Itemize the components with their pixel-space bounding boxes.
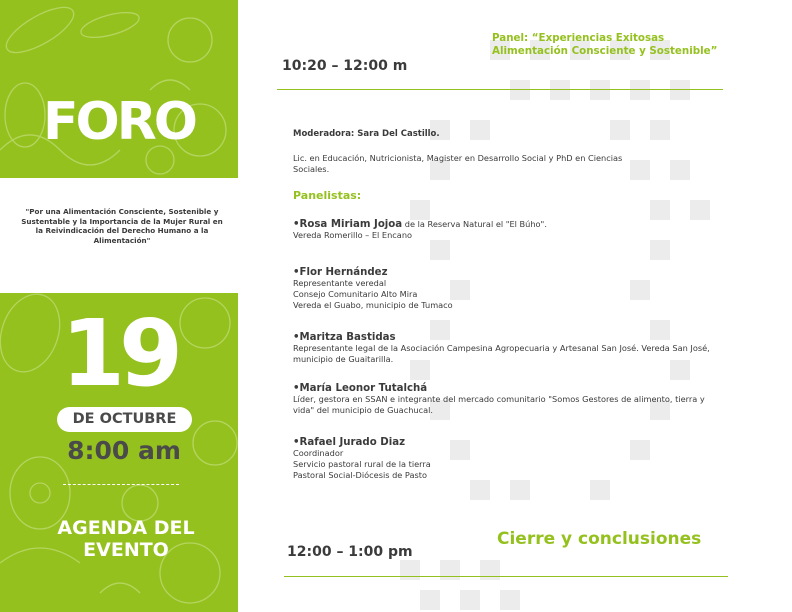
panelists-heading: Panelistas: <box>293 189 362 202</box>
event-month-badge: DE OCTUBRE <box>57 407 192 432</box>
top-green-panel <box>0 0 238 178</box>
forum-subtitle: "Por una Alimentación Consciente, Sostenible y Sustentable y la Importancia de la Mujer Rural en la Reivindicación del Derecho Humano a la Alimentación" <box>21 207 223 245</box>
panelist-affiliation: de la Reserva Natural el "El Búho". <box>402 219 547 229</box>
left-column <box>0 0 238 612</box>
panelist-details: Coordinador Servicio pastoral rural de la tierra Pastoral Social-Diócesis de Pasto <box>293 448 431 480</box>
panel-title: Panel: “Experiencias Exitosas Alimentación Consciente y Sostenible” <box>492 32 718 57</box>
panelist-details: Líder, gestora en SSAN e integrante del mercado comunitario "Somos Gestores de alimento, tierra y vida" del municipio de Guachucal. <box>293 394 705 415</box>
panelist-details: Representante legal de la Asociación Campesina Agropecuaria y Artesanal San José. Vereda San José, municipio de Guaitarilla. <box>293 343 710 364</box>
panelist-details: Vereda Romerillo – El Encano <box>293 230 413 240</box>
event-day: 19 <box>60 300 178 407</box>
agenda-heading <box>0 517 252 561</box>
closing-title: Cierre y conclusiones <box>497 529 702 549</box>
panelist-entry <box>293 383 713 416</box>
closing-time: 12:00 – 1:00 pm <box>287 544 413 560</box>
divider-line <box>277 89 723 90</box>
moderator-description: Lic. en Educación, Nutricionista, Magister en Desarrollo Social y PhD en Ciencias Sociales. <box>293 153 623 174</box>
panelist-entry <box>293 437 713 481</box>
divider-line <box>284 576 728 577</box>
panelist-entry <box>293 332 713 365</box>
forum-title: FORO <box>43 92 195 152</box>
agenda-heading-line1: AGENDA DEL <box>57 517 195 539</box>
panelist-name: •Rafael Jurado Diaz <box>293 437 406 448</box>
panel-time: 10:20 – 12:00 m <box>282 58 408 74</box>
event-time: 8:00 am <box>67 436 181 465</box>
panelist-name: •Flor Hernández <box>293 267 388 278</box>
panelist-name: •María Leonor Tutalchá <box>293 383 428 394</box>
panelist-entry <box>293 219 713 241</box>
panelist-details: Representante veredal Consejo Comunitario Alto Mira Vereda el Guabo, municipio de Tumaco <box>293 278 453 310</box>
panelist-entry <box>293 267 713 311</box>
panelist-name: •Maritza Bastidas <box>293 332 396 343</box>
agenda-heading-line2: EVENTO <box>83 539 169 561</box>
dotted-divider <box>63 484 179 485</box>
panelist-name: •Rosa Miriam Jojoa <box>293 219 403 230</box>
moderator: Moderadora: Sara Del Castillo. <box>293 129 440 139</box>
